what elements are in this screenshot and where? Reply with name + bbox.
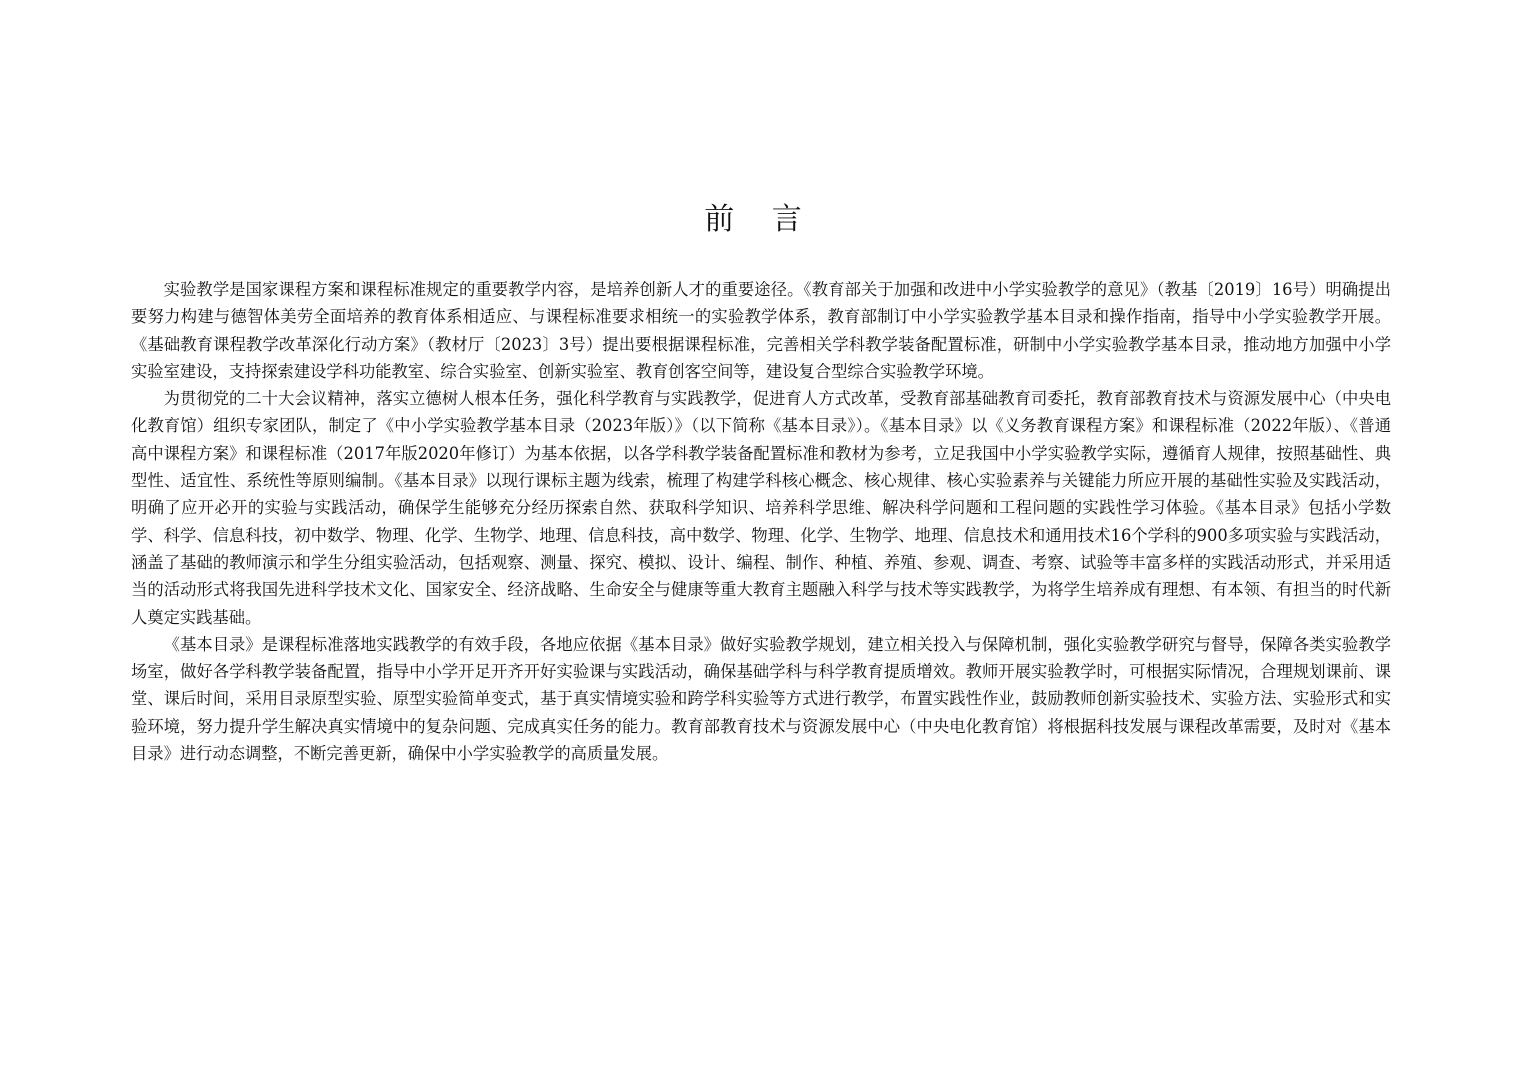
body-text bbox=[131, 276, 1391, 767]
paragraph-3: 《基本目录》是课程标准落地实践教学的有效手段，各地应依据《基本目录》做好实验教学规划，建立相关投入与保障机制，强化实验教学研究与督导，保障各类实验教学场室，做好各学科教学装备配置，指导中小学开足开齐开好实验课与实践活动，确保基础学科与科学教育提质增效。教师开展实验教学时，可根据实际情况，合理规划课前、课堂、课后时间，采用目录原型实验、原型实验简单变式，基于真实情境实验和跨学科实验等方式进行教学，布置实践性作业，鼓励教师创新实验技术、实验方法、实验形式和实验环境，努力提升学生解决真实情境中的复杂问题、完成真实任务的能力。教育部教育技术与资源发展中心（中央电化教育馆）将根据科技发展与课程改革需要，及时对《基本目录》进行动态调整，不断完善更新，确保中小学实验教学的高质量发展。 bbox=[131, 634, 1391, 764]
paragraph-1: 实验教学是国家课程方案和课程标准规定的重要教学内容，是培养创新人才的重要途径。《教育部关于加强和改进中小学实验教学的意见》（教基〔2019〕16号）明确提出要努力构建与德智体美劳全面培养的教育体系相适应、与课程标准要求相统一的实验教学体系，教育部制订中小学实验教学基本目录和操作指南，指导中小学实验教学开展。《基础教育课程教学改革深化行动方案》（教材厅〔2023〕3号）提出要根据课程标准，完善相关学科教学装备配置标准，研制中小学实验教学基本目录，推动地方加强中小学实验室建设，支持探索建设学科功能教室、综合实验室、创新实验室、教育创客空间等，建设复合型综合实验教学环境。 bbox=[131, 280, 1391, 381]
page-title: 前 言 bbox=[704, 202, 816, 237]
paragraph-2: 为贯彻党的二十大会议精神，落实立德树人根本任务，强化科学教育与实践教学，促进育人方式改革，受教育部基础教育司委托，教育部教育技术与资源发展中心（中央电化教育馆）组织专家团队，制定了《中小学实验教学基本目录（2023年版）》（以下简称《基本目录》）。《基本目录》以《义务教育课程方案》和课程标准（2022年版）、《普通高中课程方案》和课程标准（2017年版2020年修订）为基本依据，以各学科教学装备配置标准和教材为参考，立足我国中小学实验教学实际，遵循育人规律，按照基础性、典型性、适宜性、系统性等原则编制。《基本目录》以现行课标主题为线索，梳理了构建学科核心概念、核心规律、核心实验素养与关键能力所应开展的基础性实验及实践活动，明确了应开必开的实验与实践活动，确保学生能够充分经历探索自然、获取科学知识、培养科学思维、解决科学问题和工程问题的实践性学习体验。《基本目录》包括小学数学、科学、信息科技，初中数学、物理、化学、生物学、地理、信息科技，高中数学、物理、化学、生物学、地理、信息技术和通用技术16个学科的900多项实验与实践活动，涵盖了基础的教师演示和学生分组实验活动，包括观察、测量、探究、模拟、设计、编程、制作、种植、养殖、参观、调查、考察、试验等丰富多样的实践活动形式，并采用适当的活动形式将我国先进科学技术文化、国家安全、经济战略、生命安全与健康等重大教育主题融入科学与技术等实践教学，为将学生培养成有理想、有本领、有担当的时代新人奠定实践基础。 bbox=[131, 389, 1391, 627]
